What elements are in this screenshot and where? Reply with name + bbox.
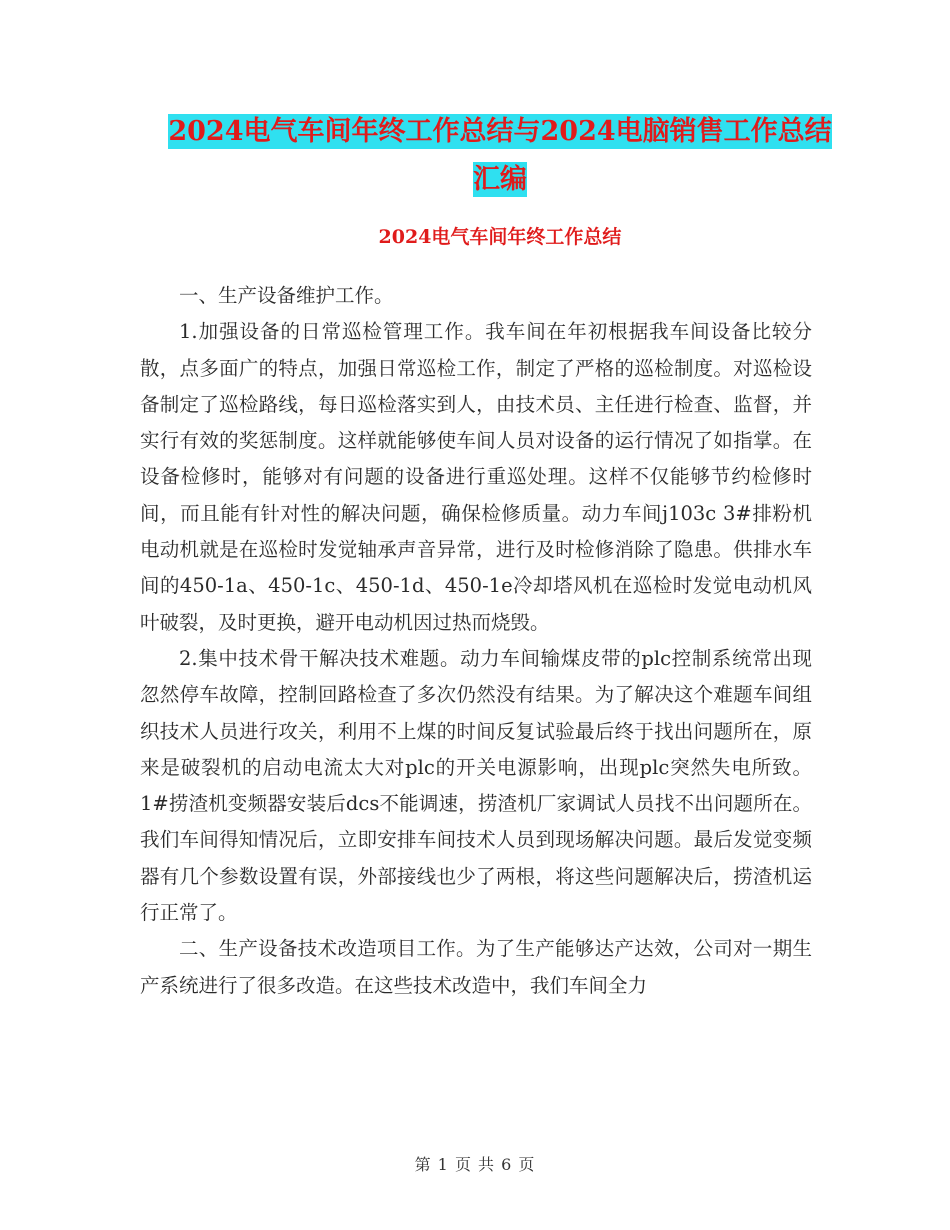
paragraph-heading-2: 二、生产设备技术改造项目工作。为了生产能够达产达效，公司对一期生产系统进行了很多改造。在这些技术改造中，我们车间全力	[140, 937, 812, 997]
paragraph-item-2: 2.集中技术骨干解决技术难题。动力车间输煤皮带的plc控制系统常出现忽然停车故障，控制回路检查了多次仍然没有结果。为了解决这个难题车间组织技术人员进行攻关，利用不上煤的时间反复试验最后终于找出问题所在，原来是破裂机的启动电流太大对plc的开关电源影响，出现plc突然失电所致。1#捞渣机变频器安装后dcs不能调速，捞渣机厂家调试人员找不出问题所在。我们车间得知情况后，立即安排车间技术人员到现场解决问题。最后发觉变频器有几个参数设置有误，外部接线也少了两根，将这些问题解决后，捞渣机运行正常了。	[140, 646, 812, 925]
paragraph-heading-1: 一、生产设备维护工作。	[179, 284, 394, 307]
document-body	[140, 278, 812, 1004]
page-number-footer: 第 1 页 共 6 页	[414, 1155, 536, 1174]
document-title-line-1: 2024电气车间年终工作总结与2024电脑销售工作总结	[168, 116, 832, 147]
paragraph-item-1: 1.加强设备的日常巡检管理工作。我车间在年初根据我车间设备比较分散，点多面广的特点，加强日常巡检工作，制定了严格的巡检制度。对巡检设备制定了巡检路线，每日巡检落实到人，由技术员、主任进行检查、监督，并实行有效的奖惩制度。这样就能够使车间人员对设备的运行情况了如指掌。在设备检修时，能够对有问题的设备进行重巡处理。这样不仅能够节约检修时间，而且能有针对性的解决问题，确保检修质量。动力车间j103c 3#排粉机电动机就是在巡检时发觉轴承声音异常，进行及时检修消除了隐患。供排水车间的450-1a、450-1c、450-1d、450-1e冷却塔风机在巡检时发觉电动机风叶破裂，及时更换，避开电动机因过热而烧毁。	[140, 320, 812, 634]
document-title	[140, 108, 860, 204]
section-title: 2024电气车间年终工作总结	[378, 226, 622, 248]
document-title-line-2: 汇编	[473, 164, 527, 195]
